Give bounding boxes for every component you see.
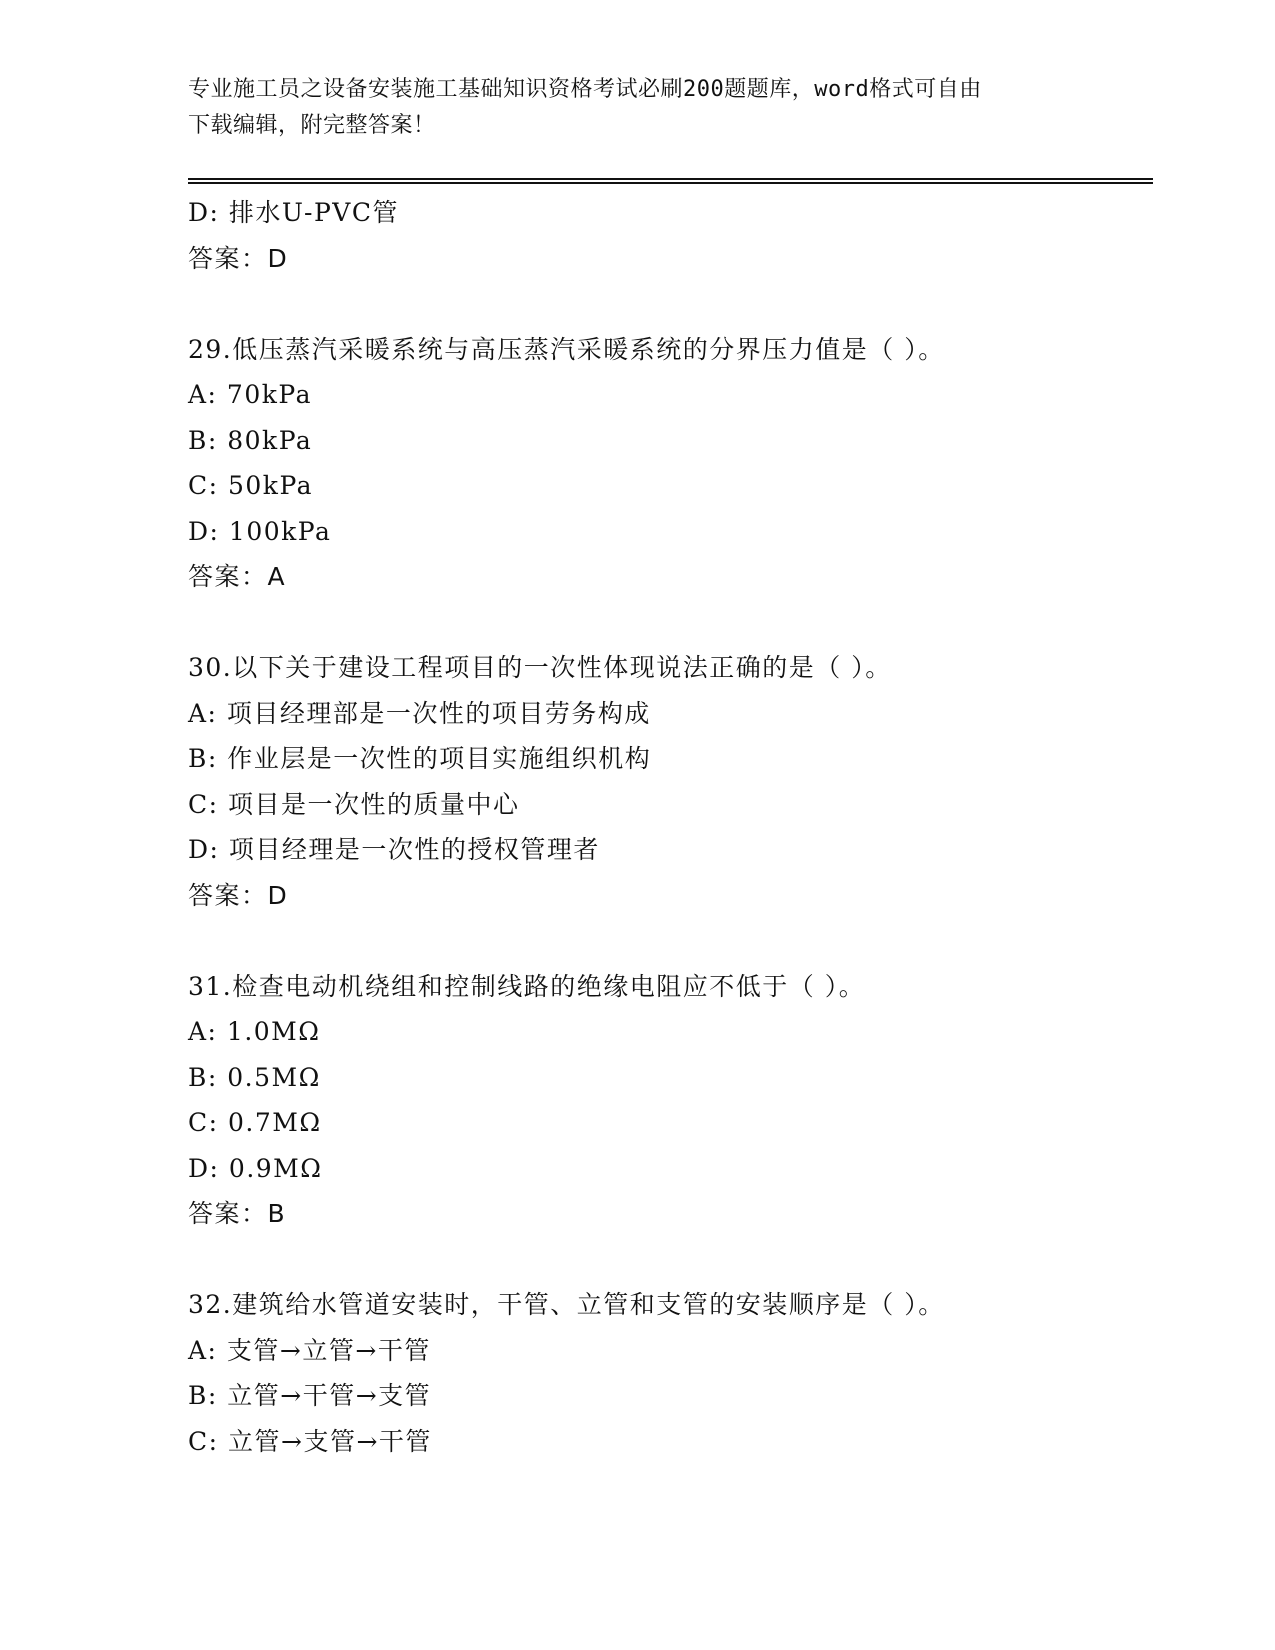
option-text: D: 项目经理是一次性的授权管理者 — [188, 835, 600, 864]
block-spacer — [188, 1237, 1168, 1283]
question-text: 31.检查电动机绕组和控制线路的绝缘电阻应不低于（ ）。 — [188, 971, 866, 1001]
option-text: C: 0.7MΩ — [188, 1108, 322, 1137]
header-line-2: 下载编辑，附完整答案！ — [188, 113, 436, 138]
option-text: B: 立管→干管→支管 — [188, 1381, 432, 1410]
answer-text: 答案：D — [188, 243, 289, 273]
option-text: C: 项目是一次性的质量中心 — [188, 789, 520, 819]
question-text: 32.建筑给水管道安装时，干管、立管和支管的安装顺序是（ ）。 — [188, 1290, 945, 1319]
answer-text: 答案：B — [188, 1199, 287, 1228]
header-divider-top — [188, 178, 1153, 180]
block-spacer — [188, 281, 1168, 327]
option-text: B: 0.5MΩ — [188, 1062, 321, 1092]
option-text: D: 100kPa — [188, 516, 332, 546]
answer-text: 答案：A — [188, 562, 287, 591]
question-text: 29.低压蒸汽采暖系统与高压蒸汽采暖系统的分界压力值是（ ）。 — [188, 334, 945, 364]
option-text: A: 70kPa — [188, 380, 312, 409]
block-spacer — [188, 600, 1168, 646]
option-text: B: 作业层是一次性的项目实施组织机构 — [188, 744, 652, 773]
option-text: D: 0.9MΩ — [188, 1153, 323, 1183]
option-text: B: 80kPa — [188, 425, 313, 455]
option-text: C: 立管→支管→干管 — [188, 1426, 432, 1456]
answer-text: 答案：D — [188, 880, 289, 910]
question-list — [188, 190, 1168, 1464]
header-line-1: 专业施工员之设备安装施工基础知识资格考试必刷200题题库，word格式可自由 — [188, 77, 982, 102]
block-spacer — [188, 918, 1168, 964]
question-text: 30.以下关于建设工程项目的一次性体现说法正确的是（ ）。 — [188, 653, 892, 682]
option-text: A: 项目经理部是一次性的项目劳务构成 — [188, 698, 651, 728]
option-text: D: 排水U-PVC管 — [188, 198, 399, 227]
option-text: A: 1.0MΩ — [188, 1017, 321, 1046]
document-header — [188, 72, 1088, 144]
header-divider-bottom — [188, 182, 1153, 184]
option-text: A: 支管→立管→干管 — [188, 1335, 431, 1365]
option-text: C: 50kPa — [188, 471, 314, 500]
